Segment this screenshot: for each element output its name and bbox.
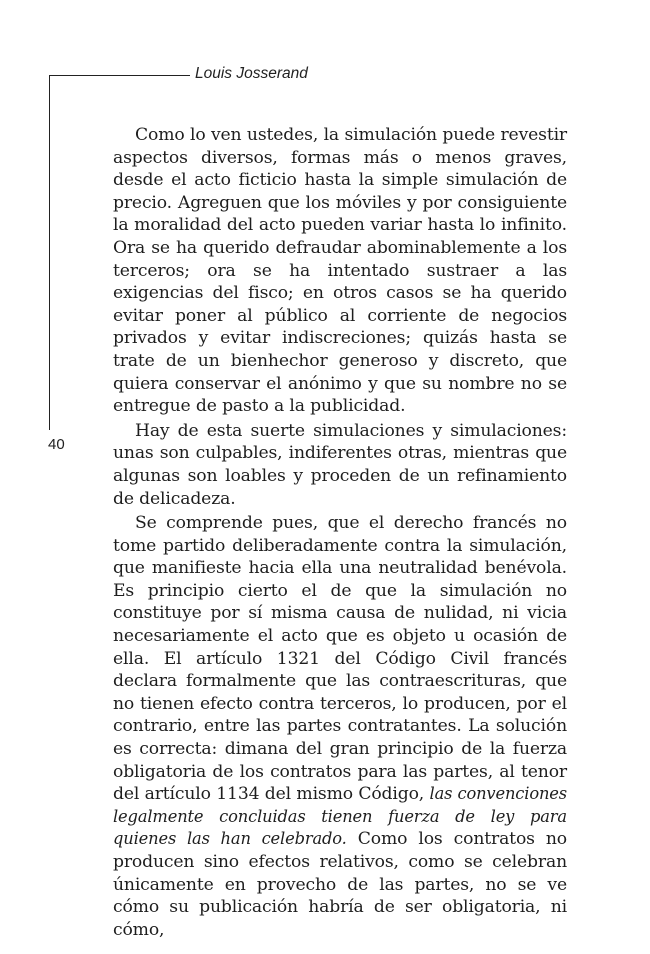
margin-rule [49, 75, 50, 430]
paragraph-1: Como lo ven ustedes, la simulación puede revestir aspectos diversos, formas más o menos graves, desde el acto ficticio hasta la simple simulación de precio. Agreguen que los móviles y por consiguiente la moralidad del acto pueden variar hasta lo infinito. Ora se ha querido defraudar abominablemente a los terceros; ora se ha intentado sustraer a las exigencias del fisco; en otros casos se ha querido evitar poner al público al corriente de negocios privados y evitar indiscreciones; quizás hasta se trate de un bienhechor generoso y discreto, que quiera conservar el anónimo y que su nombre no se entregue de pasto a la publicidad. [113, 125, 567, 417]
paragraph-3-text-start: Se comprende pues, que el derecho francés no tome partido deliberadamente contra la simulación, que manifieste hacia ella una neutralidad benévola. Es principio cierto el de que la simulación no constituye por sí misma causa de nulidad, ni vicia necesariamente el acto que es objeto u ocasión de ella. El artículo 1321 del Código Civil francés declara formalmente que las contraescrituras, que no tienen efecto contra terceros, lo producen, por el contrario, entre las partes contratantes. La solución es correcta: dimana del gran principio de la fuerza obligatoria de los contratos para las partes, al tenor del artículo 1134 del mismo Código, [113, 513, 567, 805]
paragraph-2: Hay de esta suerte simulaciones y simulaciones: unas son culpables, indiferentes otras, mientras que algunas son loables y proceden de un refinamiento de delicadeza. [113, 420, 567, 509]
paragraph-3-text-end: Como los contratos no producen sino efectos relativos, como se celebran únicamente en provecho de las partes, no se ve cómo su publicación habría de ser obligatoria, ni cómo, [113, 829, 567, 940]
italic-legal-quote: las convenciones legalmente concluidas tienen fuerza de ley para quienes las han celebrado. [113, 784, 568, 849]
paragraph-3 [113, 512, 567, 941]
page-number: 40 [48, 436, 65, 453]
body-text [113, 124, 567, 941]
running-head-author: Louis Josserand [195, 65, 308, 82]
header-rule [49, 75, 190, 76]
